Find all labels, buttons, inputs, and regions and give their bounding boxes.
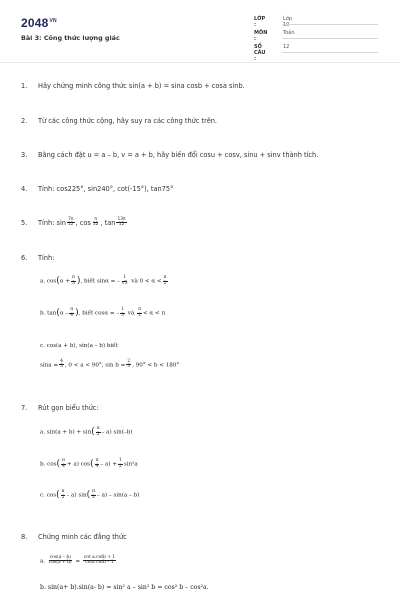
question-1: 1. Hãy chứng minh công thức sin(a + b) = sina cosb + cosa sinb. (21, 82, 245, 90)
subject-label: MÔN : (254, 30, 268, 42)
question-7b: b. cos( $\frac{\pi}{4}$ + a) cos( $\frac{\pi}{4}$ – a) + $\frac{1}{2}$ sin²a (40, 458, 138, 469)
class-label: LỚP : (254, 16, 266, 28)
question-2: 2. Từ các công thức cộng, hãy suy ra các công thức trên. (21, 117, 218, 125)
question-5: 5. Tính: sin $\frac{7\pi}{12}$ , cos $\frac{\pi}{12}$ , tan $\frac{13\pi}{12}$ (21, 217, 126, 228)
question-8: 8. Chứng minh các đẳng thức (21, 533, 127, 541)
lesson-title: Bài 3: Công thức lượng giác (21, 34, 120, 42)
question-6b: b. tan(α – $\frac{\pi}{4}$ ), biết cosα = – $\frac{1}{3}$ và $\frac{\pi}{2}$ < α < π (40, 307, 166, 318)
question-7a: a. sin(a + b) + sin( $\frac{\pi}{2}$ – a) sin(–b) (40, 426, 133, 437)
question-7: 7. Rút gọn biểu thức: (21, 404, 99, 412)
question-7c: c. cos( $\frac{\pi}{2}$ – a) sin( $\frac{\pi}{2}$ – a) – sin(a – b) (40, 489, 140, 500)
question-8b: b. sin(a+ b).sin(a- b) = sin² a – sin² b = cos² b – cos²a. (40, 584, 209, 591)
question-6: 6. Tính: (21, 254, 55, 262)
question-6c-given: sina = $\frac{4}{5}$ , 0 < a < 90°, sin b = $\frac{2}{3}$ , 90° < b < 180° (40, 359, 180, 370)
class-value: Lớp 10 (283, 16, 293, 28)
count-value: 12 (283, 44, 290, 50)
question-6a: a. cos(α + $\frac{\pi}{3}$ ), biết sinα = – $\frac{1}{√3}$ và 0 < α < $\frac{\pi}{2}$ (40, 275, 167, 286)
subject-value: Toán (283, 30, 295, 36)
question-3: 3. Bằng cách đặt u = a – b, v = a + b, hãy biến đổi cosu + cosv, sinu + sinv thành tích. (21, 151, 319, 159)
question-6c: c. cos(a + b), sin(a – b) biết (40, 343, 118, 349)
question-8a: a. $\frac{\cos(a - b)}{\cos(a + b)}$ = $\frac{\text{cot a.cotb + 1}}{\text{cota cotb – 1}}$ (40, 555, 116, 566)
header-divider (0, 62, 400, 63)
question-4: 4. Tính: cos225°, sin240°, cot(-15°), tan75° (21, 185, 174, 193)
site-logo[interactable]: $2048^{VN}$ (21, 16, 57, 30)
count-label: SỐ CÂU : (254, 44, 266, 62)
